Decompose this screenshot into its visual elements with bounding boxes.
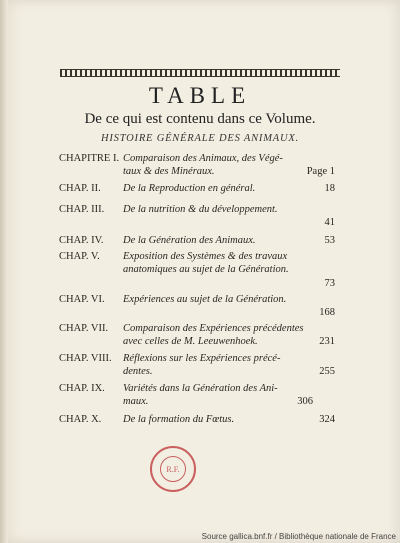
chapter-label: CHAP. II.	[59, 183, 101, 194]
page-number: 168	[319, 307, 335, 318]
toc-entry-continuation	[59, 165, 335, 178]
toc-entry-continuation	[59, 395, 335, 408]
toc-entry	[59, 413, 335, 426]
chapter-label: CHAP. IX.	[59, 383, 105, 394]
chapter-label: CHAP. VIII.	[59, 353, 112, 364]
page-number: 306	[297, 396, 313, 407]
stamp-center: R.F.	[160, 456, 186, 482]
toc-entry	[59, 152, 335, 165]
toc-entry-continuation	[59, 365, 335, 378]
page-number: 324	[319, 414, 335, 425]
chapter-title-continued: avec celles de M. Leeuwenhoek.	[123, 336, 258, 347]
page-subtitle: De ce qui est contenu dans ce Volume.	[84, 111, 316, 127]
chapter-title: Exposition des Systèmes & des travaux	[123, 251, 288, 262]
chapter-title: De la nutrition & du développement.	[123, 204, 278, 215]
page-title: TABLE	[148, 83, 252, 108]
source-credit: Source gallica.bnf.fr / Bibliothèque nationale de France	[201, 532, 396, 541]
library-stamp	[150, 446, 196, 492]
page-number: Page 1	[306, 166, 335, 177]
toc-entry	[59, 182, 335, 195]
chapter-label: CHAP. VI.	[59, 294, 105, 305]
page-number: 231	[319, 336, 335, 347]
chapter-title: De la formation du Fœtus.	[123, 414, 235, 425]
page-gutter	[0, 0, 8, 543]
chapter-title-continued: dentes.	[123, 366, 153, 377]
toc-entry	[59, 322, 335, 335]
toc-entry-continuation	[59, 263, 335, 276]
chapter-title-continued: taux & des Minéraux.	[123, 166, 215, 177]
chapter-title: Expériences au sujet de la Génération.	[123, 294, 287, 305]
chapter-label: CHAPITRE I.	[59, 153, 120, 164]
chapter-label: CHAP. X.	[59, 414, 102, 425]
chapter-title: De la Génération des Animaux.	[123, 235, 256, 246]
section-heading: HISTOIRE GÉNÉRALE DES ANIMAUX.	[100, 133, 299, 144]
chapter-label: CHAP. III.	[59, 204, 105, 215]
chapter-title-continued: maux.	[123, 396, 149, 407]
toc-entry	[59, 293, 335, 306]
chapter-title: Comparaison des Animaux, des Végé-	[123, 153, 283, 164]
chapter-title: Comparaison des Expériences précédentes	[123, 323, 304, 334]
page-number: 53	[324, 235, 335, 246]
chapter-label: CHAP. IV.	[59, 235, 104, 246]
toc-entry	[59, 250, 335, 263]
chapter-title: Réflexions sur les Expériences précé-	[123, 353, 281, 364]
page-number: 255	[319, 366, 335, 377]
page-number: 73	[324, 278, 335, 289]
chapter-title: Variétés dans la Génération des Ani-	[123, 383, 278, 394]
toc-entry	[59, 234, 335, 247]
toc-entry	[59, 203, 335, 216]
toc-entry	[59, 352, 335, 365]
decorative-ornament-band	[60, 69, 340, 77]
chapter-title: De la Reproduction en général.	[123, 183, 256, 194]
toc-entry	[59, 382, 335, 395]
page-number: 41	[324, 217, 335, 228]
page-number: 18	[324, 183, 335, 194]
chapter-label: CHAP. VII.	[59, 323, 109, 334]
chapter-label: CHAP. V.	[59, 251, 100, 262]
toc-entry-continuation	[59, 335, 335, 348]
chapter-title-continued: anatomiques au sujet de la Génération.	[123, 264, 289, 275]
